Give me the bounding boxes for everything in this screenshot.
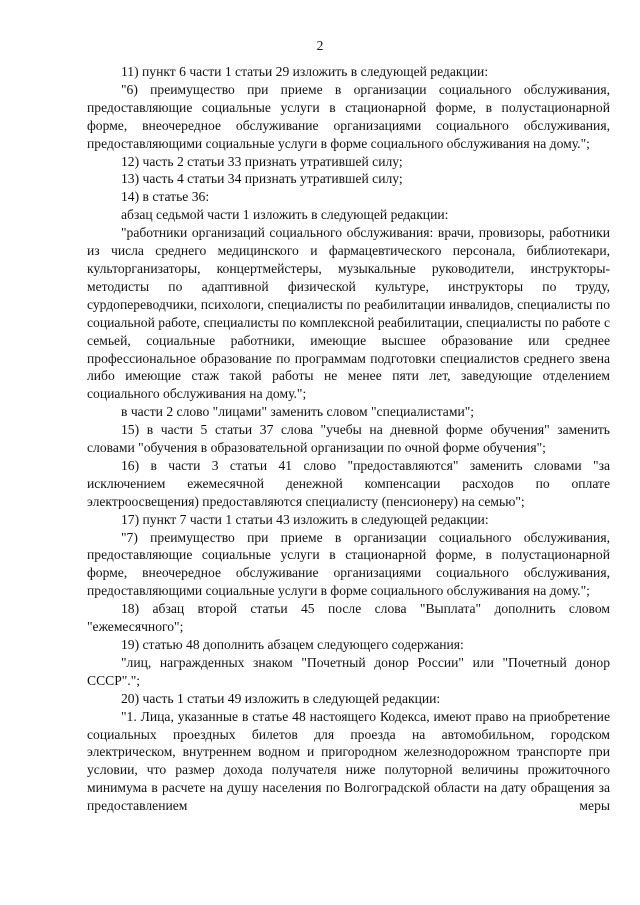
paragraph-quote-7: "7) преимущество при приеме в организации социального обслуживания, предоставляющие социальные услуги в стационарной форме, в полустационарной форме, внеочередное обслуживание организациями социального обслуживания, предоставляющими социальные услуги в форме социального обслуживания на дому.";	[87, 529, 610, 599]
paragraph-workers-list: "работники организаций социального обслуживания: врачи, провизоры, работники из числа среднего медицинского и фармацевтического персонала, библиотекари, культорганизаторы, концертмейстеры, музыкальные руководители, инструкторы-методисты по адаптивной физической культуре, инструкторы по труду, сурдопереводчики, психологи, специалисты по реабилитации инвалидов, специалисты по социальной работе, специалисты по комплексной реабилитации, специалисты по работе с семьей, социальные работники, имеющие высшее образование или среднее профессиональное образование по программам подготовки специалистов среднего звена либо имеющие стаж такой работы не менее пяти лет, заведующие отделением социального обслуживания на дому.";	[87, 225, 610, 402]
paragraph-item-14: 14) в статье 36:	[121, 189, 210, 205]
paragraph-item-11: 11) пункт 6 части 1 статьи 29 изложить в следующей редакции:	[121, 64, 489, 79]
paragraph-quote-6: "6) преимущество при приеме в организации социального обслуживания, предоставляющие социальные услуги в стационарной форме, в полустационарной форме, внеочередное обслуживание организациями социального обслуживания, предоставляющими социальные услуги в форме социального обслуживания на дому.";	[87, 81, 610, 151]
paragraph-item-12: 12) часть 2 статьи 33 признать утратившей силу;	[121, 153, 403, 169]
paragraph-donor-quote: "лиц, награжденных знаком "Почетный донор России" или "Почетный донор СССР".";	[87, 654, 610, 688]
page-number: 2	[316, 38, 324, 53]
paragraph-item-15: 15) в части 5 статьи 37 слова "учебы на дневной форме обучения" заменить словами "обучения в образовательной организации по очной форме обучения";	[87, 422, 610, 456]
paragraph-item-20: 20) часть 1 статьи 49 изложить в следующей редакции:	[121, 690, 441, 706]
paragraph-part-2-replacement: в части 2 слово "лицами" заменить словом "специалистами";	[121, 404, 475, 420]
document-body	[87, 63, 610, 815]
paragraph-article-49-part-1: "1. Лица, указанные в статье 48 настоящего Кодекса, имеют право на приобретение социальных проездных билетов для проезда на автомобильном, городском электрическом, внутреннем водном и пригородном железнодорожном транспорте при условии, что размер дохода получателя ниже полуторной величины прожиточного минимума в расчете на душу населения по Волгоградской области на дату обращения за предоставлением меры	[87, 708, 610, 814]
paragraph-item-13: 13) часть 4 статьи 34 признать утратившей силу;	[121, 171, 403, 187]
paragraph-item-18: 18) абзац второй статьи 45 после слова "Выплата" дополнить словом "ежемесячного";	[87, 601, 610, 635]
paragraph-item-16: 16) в части 3 статьи 41 слово "предоставляются" заменить словами "за исключением ежемесячной денежной компенсации расходов по оплате электроосвещения) предоставляются специалисту (пенсионеру) на семью";	[87, 457, 610, 509]
paragraph-item-17: 17) пункт 7 части 1 статьи 43 изложить в следующей редакции:	[121, 511, 489, 527]
paragraph-abzac-7: абзац седьмой части 1 изложить в следующей редакции:	[121, 207, 449, 223]
paragraph-item-19: 19) статью 48 дополнить абзацем следующего содержания:	[121, 637, 464, 652]
